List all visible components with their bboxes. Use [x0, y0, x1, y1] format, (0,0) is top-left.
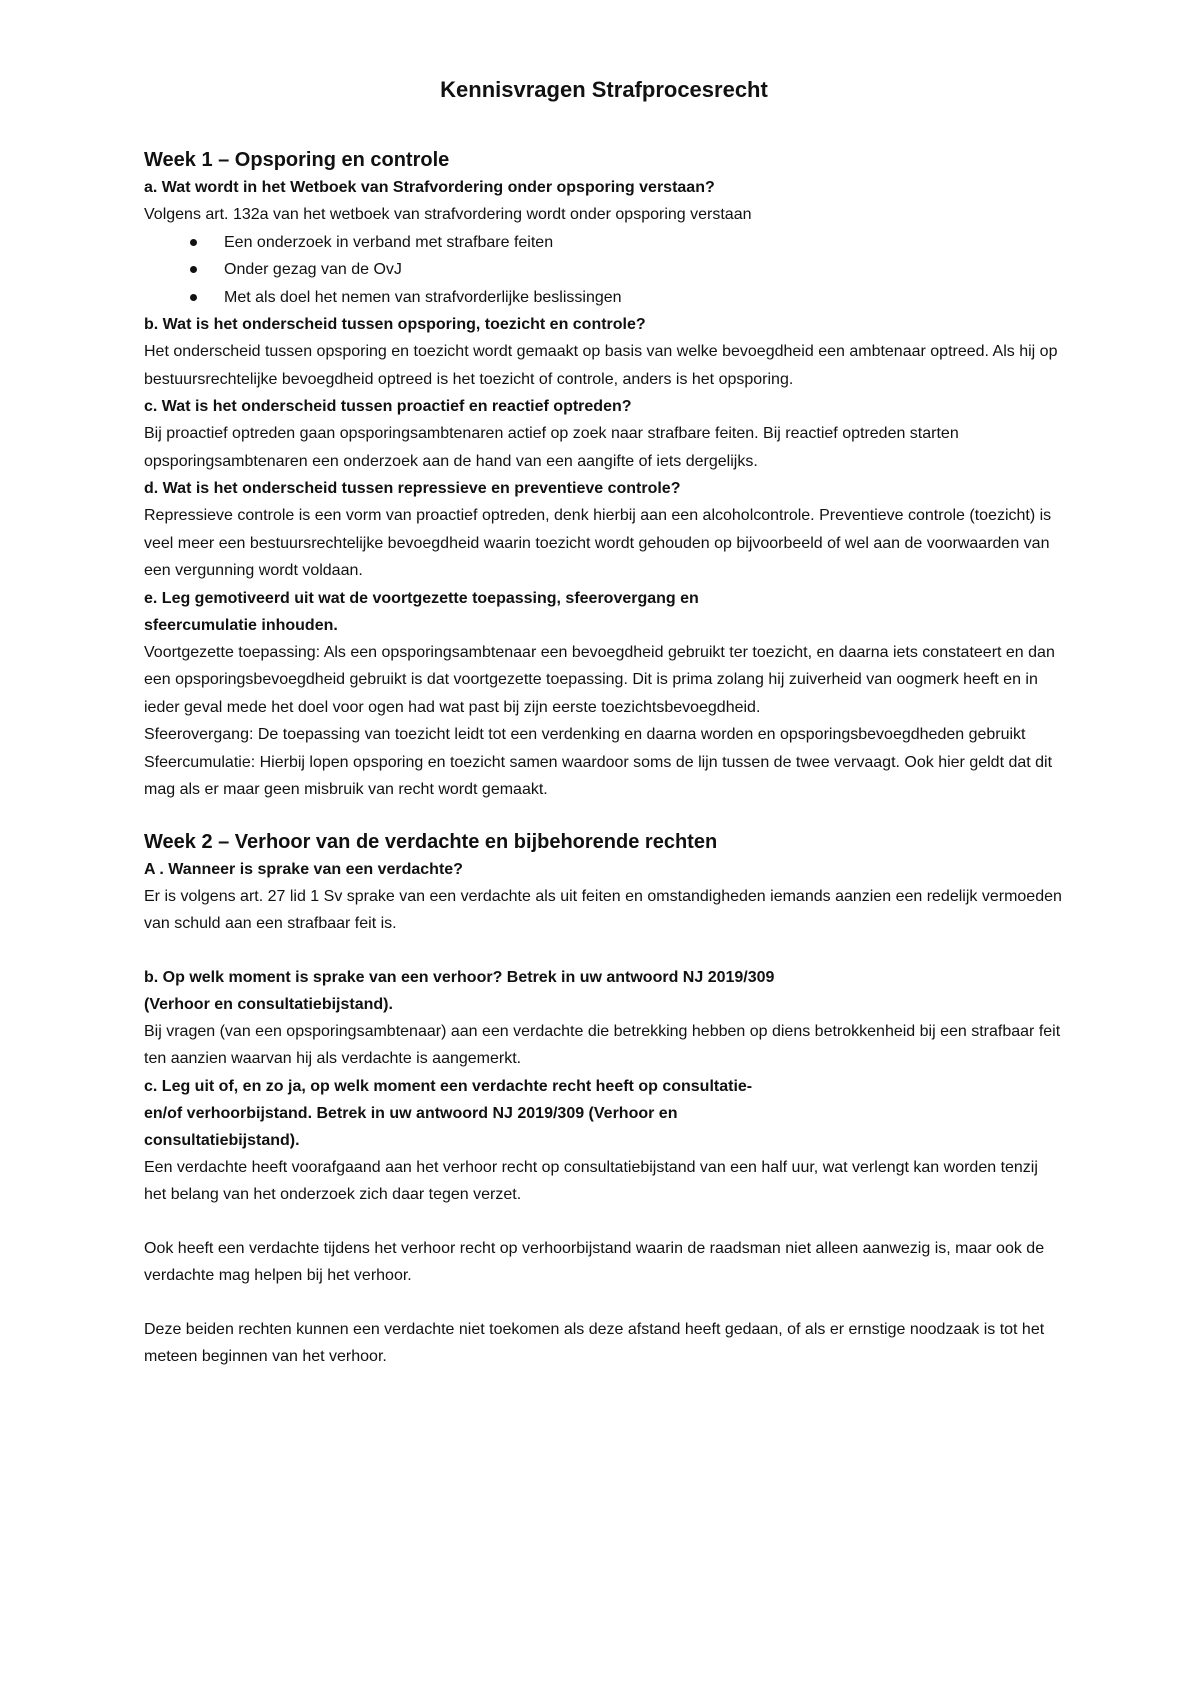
document-content	[144, 74, 1064, 1371]
paragraph-spacer	[144, 1290, 1064, 1316]
week-1-question-a: a. Wat wordt in het Wetboek van Strafvordering onder opsporing verstaan?	[144, 179, 715, 196]
week-2-question-a: A . Wanneer is sprake van een verdachte?	[144, 860, 463, 878]
list-item: Met als doel het nemen van strafvorderlijke beslissingen	[190, 284, 1064, 312]
bullet-icon	[190, 294, 197, 301]
week-2-answer-a: Er is volgens art. 27 lid 1 Sv sprake van een verdachte als uit feiten en omstandigheden iemands aanzien een redelijk vermoeden van schuld aan een strafbaar feit is.	[144, 887, 1062, 932]
week-1-answer-a-intro: Volgens art. 132a van het wetboek van strafvordering wordt onder opsporing verstaan	[144, 206, 752, 223]
document-title: Kennisvragen Strafprocesrecht	[440, 77, 768, 102]
week-2-question-b-line-2: (Verhoor en consultatiebijstand).	[144, 995, 393, 1013]
week-2-answer-c-verhoorbijstand: Ook heeft een verdachte tijdens het verhoor recht op verhoorbijstand waarin de raadsman niet alleen aanwezig is, maar ook de verdachte mag helpen bij het verhoor.	[144, 1239, 1045, 1284]
paragraph-spacer	[144, 938, 1064, 964]
week-1-question-c: c. Wat is het onderscheid tussen proactief en reactief optreden?	[144, 398, 632, 415]
week-1-answer-c: Bij proactief optreden gaan opsporingsambtenaren actief op zoek naar strafbare feiten. Bij reactief optreden starten opsporingsambtenaren een onderzoek aan de hand van een aangifte of iets dergelijks.	[144, 425, 959, 470]
week-2-section	[144, 828, 1064, 1371]
week-2-answer-b: Bij vragen (van een opsporingsambtenaar) aan een verdachte die betrekking hebben op diens betrokkenheid bij een strafbaar feit ten aanzien waarvan hij als verdachte is aangemerkt.	[144, 1022, 1061, 1067]
week-1-answer-e-voortgezette-toepassing: Voortgezette toepassing: Als een opsporingsambtenaar een bevoegdheid gebruikt ter toezicht, en daarna iets constateert en dan een opsporingsbevoegdheid gebruikt is dat voortgezette toepassing. Dit is prima zolang hij zuiverheid van oogmerk heeft en in ieder geval mede het doel voor ogen had wat past bij zijn eerste toezichtsbevoegdheid.	[144, 643, 1055, 716]
week-2-question-c-line-3: consultatiebijstand).	[144, 1131, 300, 1149]
week-1-section	[144, 146, 1064, 804]
week-1-answer-e-sfeerovergang: Sfeerovergang: De toepassing van toezicht leidt tot een verdenking en daarna worden en opsporingsbevoegdheden gebruikt	[144, 726, 1026, 743]
week-1-question-e-line-2: sfeercumulatie inhouden.	[144, 616, 338, 634]
week-1-question-b: b. Wat is het onderscheid tussen opsporing, toezicht en controle?	[144, 316, 646, 333]
list-item: Een onderzoek in verband met strafbare feiten	[190, 229, 1064, 257]
week-1-question-d: d. Wat is het onderscheid tussen repressieve en preventieve controle?	[144, 480, 681, 497]
week-1-heading: Week 1 – Opsporing en controle	[144, 149, 450, 171]
bullet-icon	[190, 266, 197, 273]
week-1-answer-d: Repressieve controle is een vorm van proactief optreden, denk hierbij aan een alcoholcontrole. Preventieve controle (toezicht) is veel meer een bestuursrechtelijke bevoegdheid waarin toezicht wordt gehouden op bijvoorbeeld of wel aan de voorwaarden van een vergunning wordt voldaan.	[144, 507, 1052, 579]
week-2-answer-c-consultatiebijstand: Een verdachte heeft voorafgaand aan het verhoor recht op consultatiebijstand van een half uur, wat verlengt kan worden tenzij het belang van het onderzoek zich daar tegen verzet.	[144, 1158, 1038, 1203]
week-1-answer-b: Het onderscheid tussen opsporing en toezicht wordt gemaakt op basis van welke bevoegdheid een ambtenaar optreed. Als hij op bestuursrechtelijke bevoegdheid optreed is het toezicht of controle, anders is het opsporing.	[144, 343, 1058, 388]
week-2-heading: Week 2 – Verhoor van de verdachte en bijbehorende rechten	[144, 830, 718, 853]
week-1-answer-e-sfeercumulatie: Sfeercumulatie: Hierbij lopen opsporing en toezicht samen waardoor soms de lijn tussen de twee vervaagt. Ook hier geldt dat dit mag als er maar geen misbruik van recht wordt gemaakt.	[144, 753, 1053, 798]
week-2-question-c-line-1: c. Leg uit of, en zo ja, op welk moment een verdachte recht heeft op consultatie-	[144, 1077, 753, 1095]
week-1-answer-a-list	[144, 229, 1064, 312]
week-2-question-b-line-1: b. Op welk moment is sprake van een verhoor? Betrek in uw antwoord NJ 2019/309	[144, 968, 775, 986]
section-spacer	[144, 804, 1064, 828]
week-2-question-c-line-2: en/of verhoorbijstand. Betrek in uw antwoord NJ 2019/309 (Verhoor en	[144, 1104, 678, 1122]
paragraph-spacer	[144, 1209, 1064, 1235]
list-item: Onder gezag van de OvJ	[190, 256, 1064, 284]
bullet-icon	[190, 239, 197, 246]
week-1-question-e-line-1: e. Leg gemotiveerd uit wat de voortgezette toepassing, sfeerovergang en	[144, 589, 699, 607]
week-2-answer-c-afstand: Deze beiden rechten kunnen een verdachte niet toekomen als deze afstand heeft gedaan, of als er ernstige noodzaak is tot het meteen beginnen van het verhoor.	[144, 1320, 1045, 1365]
